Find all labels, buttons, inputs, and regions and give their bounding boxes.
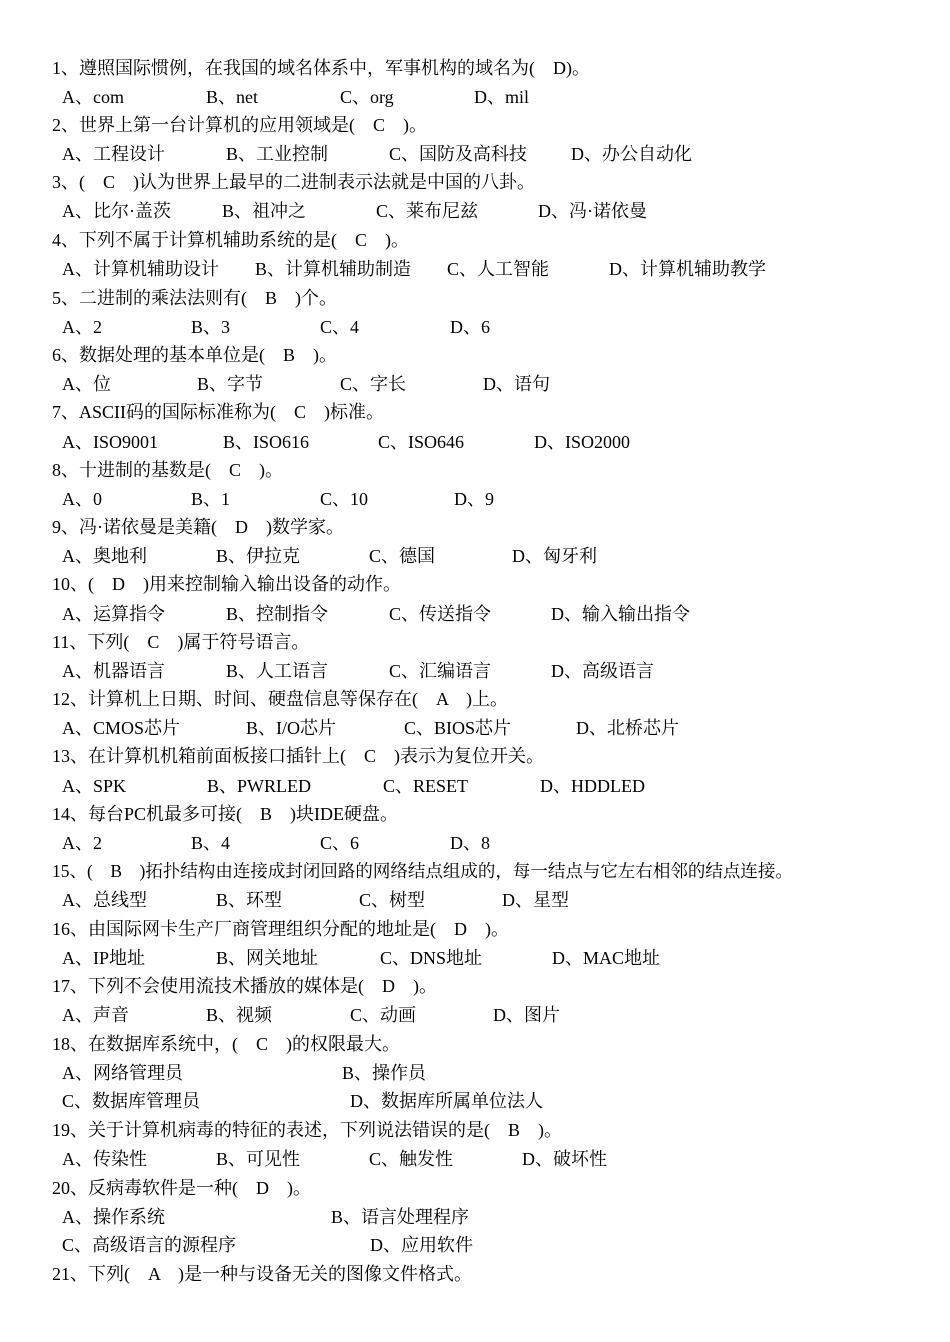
question-17-option-a: A、声音 xyxy=(62,1005,129,1025)
question-21-stem: 21、下列( A )是一种与设备无关的图像文件格式。 xyxy=(52,1264,472,1284)
question-4-option-a: A、计算机辅助设计 xyxy=(62,259,219,279)
question-15-option-b: B、环型 xyxy=(216,890,283,910)
question-6-option-d: D、语句 xyxy=(483,374,550,394)
question-10-option-d: D、输入输出指令 xyxy=(551,604,690,624)
question-13-stem: 13、在计算机机箱前面板接口插针上( C )表示为复位开关。 xyxy=(52,746,544,766)
question-1-option-b: B、net xyxy=(206,87,258,107)
question-1-option-a: A、com xyxy=(62,87,124,107)
question-18-option-b: B、操作员 xyxy=(342,1063,427,1083)
question-17-option-d: D、图片 xyxy=(493,1005,560,1025)
question-15-option-d: D、星型 xyxy=(502,890,569,910)
question-7-stem: 7、ASCII码的国际标准称为( C )标准。 xyxy=(52,402,384,422)
question-12-option-c: C、BIOS芯片 xyxy=(404,718,512,738)
question-10-option-c: C、传送指令 xyxy=(389,604,492,624)
question-1-option-c: C、org xyxy=(340,87,394,107)
question-11-option-a: A、机器语言 xyxy=(62,661,165,681)
question-18-option-d: D、数据库所属单位法人 xyxy=(350,1091,543,1111)
question-13-option-b: B、PWRLED xyxy=(207,776,312,796)
question-11-option-b: B、人工语言 xyxy=(226,661,329,681)
question-7-option-b: B、ISO616 xyxy=(223,432,310,452)
question-5-stem: 5、二进制的乘法法则有( B )个。 xyxy=(52,288,337,308)
question-5-option-a: A、2 xyxy=(62,317,102,337)
question-14-option-d: D、8 xyxy=(450,833,490,853)
question-20-option-d: D、应用软件 xyxy=(370,1235,473,1255)
question-8-option-c: C、10 xyxy=(320,489,369,509)
question-10-option-b: B、控制指令 xyxy=(226,604,329,624)
question-12-option-d: D、北桥芯片 xyxy=(576,718,679,738)
question-5-option-c: C、4 xyxy=(320,317,360,337)
question-10-stem: 10、( D )用来控制输入输出设备的动作。 xyxy=(52,574,401,594)
question-9-stem: 9、冯·诺依曼是美籍( D )数学家。 xyxy=(52,517,344,537)
question-10-option-a: A、运算指令 xyxy=(62,604,165,624)
question-13-option-a: A、SPK xyxy=(62,776,127,796)
question-3-option-c: C、莱布尼兹 xyxy=(376,201,479,221)
question-14-option-b: B、4 xyxy=(191,833,231,853)
question-8-stem: 8、十进制的基数是( C )。 xyxy=(52,460,283,480)
question-3-option-d: D、冯·诺依曼 xyxy=(538,201,647,221)
question-11-stem: 11、下列( C )属于符号语言。 xyxy=(52,632,310,652)
question-4-stem: 4、下列不属于计算机辅助系统的是( C )。 xyxy=(52,230,409,250)
question-16-stem: 16、由国际网卡生产厂商管理组织分配的地址是( D )。 xyxy=(52,919,509,939)
question-6-option-b: B、字节 xyxy=(197,374,264,394)
question-17-stem: 17、下列不会使用流技术播放的媒体是( D )。 xyxy=(52,976,437,996)
question-14-stem: 14、每台PC机最多可接( B )块IDE硬盘。 xyxy=(52,804,398,824)
question-19-stem: 19、关于计算机病毒的特征的表述，下列说法错误的是( B )。 xyxy=(52,1120,562,1140)
question-1-stem: 1、遵照国际惯例，在我国的域名体系中，军事机构的域名为( D)。 xyxy=(52,58,590,78)
question-13-option-d: D、HDDLED xyxy=(540,776,645,796)
question-11-option-d: D、高级语言 xyxy=(551,661,654,681)
question-15-option-a: A、总线型 xyxy=(62,890,147,910)
question-4-option-b: B、计算机辅助制造 xyxy=(255,259,412,279)
question-14-option-a: A、2 xyxy=(62,833,102,853)
question-13-option-c: C、RESET xyxy=(383,776,469,796)
question-2-stem: 2、世界上第一台计算机的应用领域是( C )。 xyxy=(52,115,427,135)
question-4-option-d: D、计算机辅助教学 xyxy=(609,259,766,279)
question-7-option-a: A、ISO9001 xyxy=(62,432,159,452)
question-8-option-d: D、9 xyxy=(454,489,494,509)
question-19-option-a: A、传染性 xyxy=(62,1149,147,1169)
question-18-option-a: A、网络管理员 xyxy=(62,1063,183,1083)
question-8-option-b: B、1 xyxy=(191,489,231,509)
question-18-option-c: C、数据库管理员 xyxy=(62,1091,201,1111)
question-9-option-c: C、德国 xyxy=(369,546,436,566)
question-8-option-a: A、0 xyxy=(62,489,102,509)
question-20-stem: 20、反病毒软件是一种( D )。 xyxy=(52,1178,311,1198)
question-3-option-b: B、祖冲之 xyxy=(222,201,307,221)
question-18-stem: 18、在数据库系统中，( C )的权限最大。 xyxy=(52,1034,400,1054)
question-16-option-c: C、DNS地址 xyxy=(380,948,483,968)
question-12-option-b: B、I/O芯片 xyxy=(246,718,336,738)
question-9-option-a: A、奥地利 xyxy=(62,546,147,566)
question-12-option-a: A、CMOS芯片 xyxy=(62,718,181,738)
question-20-option-b: B、语言处理程序 xyxy=(331,1207,470,1227)
question-19-option-c: C、触发性 xyxy=(369,1149,454,1169)
question-6-option-c: C、字长 xyxy=(340,374,407,394)
question-3-option-a: A、比尔·盖茨 xyxy=(62,201,171,221)
question-9-option-b: B、伊拉克 xyxy=(216,546,301,566)
question-15-option-c: C、树型 xyxy=(359,890,426,910)
question-19-option-d: D、破坏性 xyxy=(522,1149,607,1169)
question-7-option-c: C、ISO646 xyxy=(378,432,465,452)
question-12-stem: 12、计算机上日期、时间、硬盘信息等保存在( A )上。 xyxy=(52,689,508,709)
question-14-option-c: C、6 xyxy=(320,833,360,853)
question-16-option-d: D、MAC地址 xyxy=(552,948,661,968)
question-16-option-b: B、网关地址 xyxy=(216,948,319,968)
question-19-option-b: B、可见性 xyxy=(216,1149,301,1169)
question-6-option-a: A、位 xyxy=(62,374,111,394)
question-2-option-b: B、工业控制 xyxy=(226,144,329,164)
question-2-option-c: C、国防及高科技 xyxy=(389,144,528,164)
question-15-stem: 15、( B )拓扑结构由连接成封闭回路的网络结点组成的，每一结点与它左右相邻的结点连接。 xyxy=(52,861,793,881)
question-2-option-a: A、工程设计 xyxy=(62,144,165,164)
question-5-option-d: D、6 xyxy=(450,317,490,337)
question-1-option-d: D、mil xyxy=(474,87,530,107)
question-17-option-c: C、动画 xyxy=(350,1005,417,1025)
question-20-option-a: A、操作系统 xyxy=(62,1207,165,1227)
question-9-option-d: D、匈牙利 xyxy=(512,546,597,566)
question-16-option-a: A、IP地址 xyxy=(62,948,146,968)
question-20-option-c: C、高级语言的源程序 xyxy=(62,1235,237,1255)
question-6-stem: 6、数据处理的基本单位是( B )。 xyxy=(52,345,337,365)
question-17-option-b: B、视频 xyxy=(206,1005,273,1025)
question-7-option-d: D、ISO2000 xyxy=(534,432,631,452)
question-4-option-c: C、人工智能 xyxy=(447,259,550,279)
question-11-option-c: C、汇编语言 xyxy=(389,661,492,681)
question-3-stem: 3、( C )认为世界上最早的二进制表示法就是中国的八卦。 xyxy=(52,172,535,192)
question-2-option-d: D、办公自动化 xyxy=(571,144,692,164)
question-5-option-b: B、3 xyxy=(191,317,231,337)
